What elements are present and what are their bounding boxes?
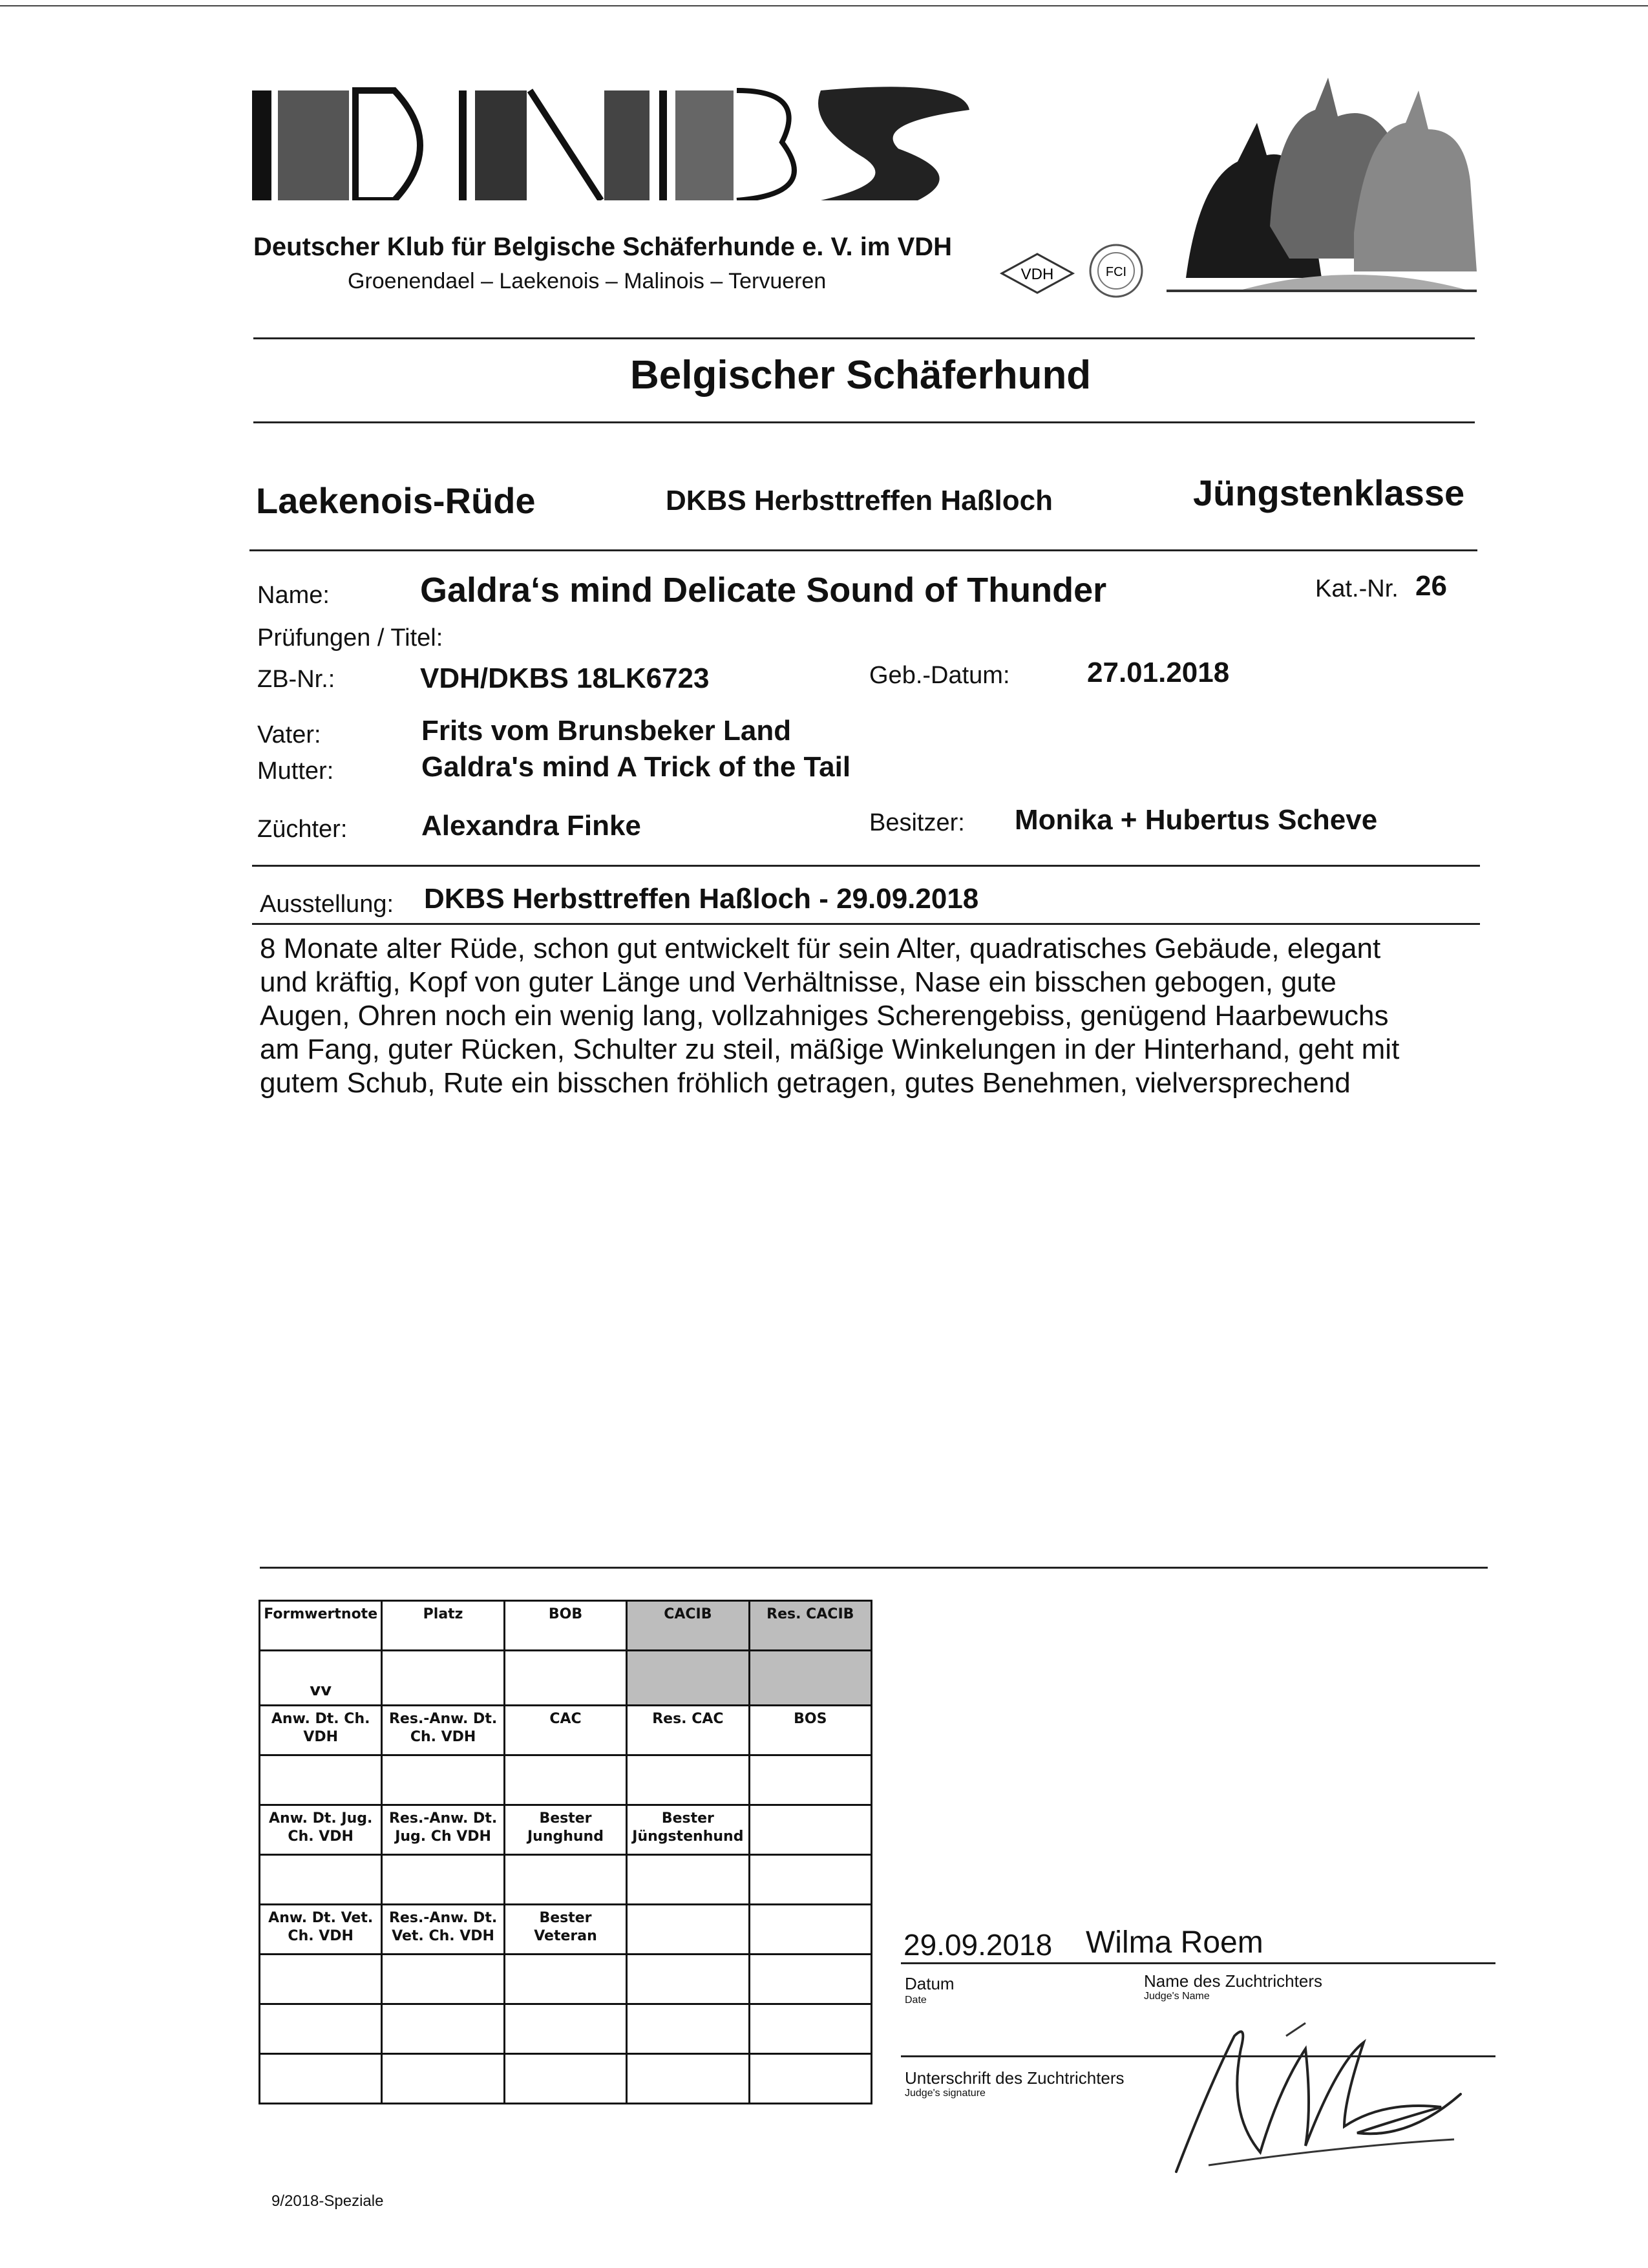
dog-name: Galdra‘s mind Delicate Sound of Thunder <box>420 571 1107 609</box>
critique-line: gutem Schub, Rute ein bisschen fröhlich getragen, gutes Benehmen, vielversprechend <box>260 1067 1351 1099</box>
res-anw-dt-ch-header: Res.-Anw. Dt. Ch. VDH <box>382 1706 504 1755</box>
bos-header: BOS <box>749 1706 871 1755</box>
judge-name: Wilma Roem <box>1086 1925 1263 1960</box>
bob-header: BOB <box>504 1601 626 1651</box>
critique-line: und kräftig, Kopf von guter Länge und Verhältnisse, Nase ein bisschen gebogen, gute <box>260 966 1336 998</box>
grid-row <box>260 1601 872 1651</box>
birth-date: 27.01.2018 <box>1087 657 1230 688</box>
form-code: 9/2018-Speziale <box>271 2192 384 2210</box>
grid-cell <box>504 1955 626 2004</box>
judge-signature <box>1150 2010 1486 2181</box>
sire-label: Vater: <box>257 721 321 748</box>
platz-value <box>382 1651 504 1706</box>
grid-cell <box>749 1855 871 1905</box>
exhibition-rule <box>252 923 1480 925</box>
show-name: DKBS Herbsttreffen Haßloch <box>666 485 1053 516</box>
grid-row <box>260 1955 872 2004</box>
class-rule <box>249 549 1477 551</box>
variety-sex: Laekenois-Rüde <box>256 480 536 521</box>
header-rule-bottom <box>253 421 1475 423</box>
bester-juengstenhund-header: Bester Jüngstenhund <box>627 1805 749 1855</box>
bob-value <box>504 1651 626 1706</box>
grid-row <box>260 1755 872 1805</box>
cac-header: CAC <box>504 1706 626 1755</box>
grid-cell <box>627 1905 749 1955</box>
grid-cell <box>627 1755 749 1805</box>
cacib-header: CACIB <box>627 1601 749 1651</box>
grid-cell <box>260 2004 382 2054</box>
anw-dt-jug-ch-header: Anw. Dt. Jug. Ch. VDH <box>260 1805 382 1855</box>
grid-cell <box>749 1905 871 1955</box>
catalog-number: 26 <box>1415 570 1447 602</box>
date-label: Datum <box>905 1974 955 1993</box>
grid-cell <box>749 2054 871 2104</box>
anw-dt-ch-header: Anw. Dt. Ch. VDH <box>260 1706 382 1755</box>
res-cacib-header: Res. CACIB <box>749 1601 871 1651</box>
zb-label: ZB-Nr.: <box>257 666 335 693</box>
platz-header: Platz <box>382 1601 504 1651</box>
grid-row <box>260 1706 872 1755</box>
critique-line: Augen, Ohren noch ein wenig lang, vollzahniges Scherengebiss, genügend Haarbewuchs <box>260 1000 1389 1032</box>
document-title: Belgischer Schäferhund <box>630 353 1092 397</box>
grid-cell <box>382 1855 504 1905</box>
grid-cell <box>382 2004 504 2054</box>
dogs-illustration <box>1160 65 1483 301</box>
owner-label: Besitzer: <box>869 809 965 836</box>
grid-cell <box>627 2054 749 2104</box>
judge-name-label-en: Judge's Name <box>1144 1991 1210 2002</box>
signature-label-en: Judge's signature <box>905 2088 986 2099</box>
grid-cell <box>382 1755 504 1805</box>
grid-cell <box>504 2054 626 2104</box>
judging-date: 29.09.2018 <box>903 1928 1053 1962</box>
anw-dt-vet-ch-header: Anw. Dt. Vet. Ch. VDH <box>260 1905 382 1955</box>
sire-name: Frits vom Brunsbeker Land <box>421 715 792 747</box>
breeder-name: Alexandra Finke <box>421 810 641 842</box>
scan-edge <box>0 5 1648 6</box>
bester-junghund-header: Bester Junghund <box>504 1805 626 1855</box>
critique-line: 8 Monate alter Rüde, schon gut entwickelt für sein Alter, quadratisches Gebäude, elegant <box>260 933 1381 964</box>
vdh-badge <box>998 251 1076 299</box>
grid-cell <box>504 1855 626 1905</box>
judge-name-label: Name des Zuchtrichters <box>1144 1971 1322 1991</box>
grid-cell <box>504 2004 626 2054</box>
grid-cell <box>260 1955 382 2004</box>
exhibition-label: Ausstellung: <box>260 891 394 918</box>
breeder-label: Züchter: <box>257 816 348 843</box>
grid-row <box>260 2054 872 2104</box>
varieties-line: Groenendael – Laekenois – Malinois – Tervueren <box>348 269 827 293</box>
grid-cell <box>504 1755 626 1805</box>
results-grid <box>259 1600 872 2104</box>
res-cac-header: Res. CAC <box>627 1706 749 1755</box>
res-anw-dt-jug-ch-header: Res.-Anw. Dt. Jug. Ch VDH <box>382 1805 504 1855</box>
fci-badge <box>1087 242 1145 303</box>
svg-text:VDH: VDH <box>1020 266 1054 283</box>
critique-text <box>260 932 1488 1100</box>
svg-text:FCI: FCI <box>1105 265 1127 279</box>
critique-line: am Fang, guter Rücken, Schulter zu steil, mäßige Winkelungen in der Hinterhand, geht mit <box>260 1033 1400 1065</box>
grid-cell <box>260 1755 382 1805</box>
grid-cell <box>627 1855 749 1905</box>
titles-label: Prüfungen / Titel: <box>257 624 443 652</box>
formwertnote-value: vv <box>260 1651 382 1706</box>
signature-label: Unterschrift des Zuchtrichters <box>905 2068 1125 2088</box>
grid-top-rule <box>260 1567 1488 1569</box>
grid-cell <box>749 2004 871 2054</box>
grid-row <box>260 1905 872 1955</box>
owner-name: Monika + Hubertus Scheve <box>1015 804 1378 836</box>
grid-cell <box>749 1805 871 1855</box>
grid-cell <box>627 2004 749 2054</box>
grid-cell <box>749 1955 871 2004</box>
cacib-value <box>627 1651 749 1706</box>
club-name: Deutscher Klub für Belgische Schäferhunde e. V. im VDH <box>253 233 953 261</box>
judge-rule <box>901 1962 1495 1964</box>
grid-row <box>260 1855 872 1905</box>
grid-cell <box>382 2054 504 2104</box>
res-anw-dt-vet-ch-header: Res.-Anw. Dt. Vet. Ch. VDH <box>382 1905 504 1955</box>
exhibition-value: DKBS Herbsttreffen Haßloch - 29.09.2018 <box>424 883 979 915</box>
catalog-label: Kat.-Nr. <box>1315 575 1399 602</box>
dam-label: Mutter: <box>257 758 334 785</box>
grid-cell <box>627 1955 749 2004</box>
grid-row <box>260 2004 872 2054</box>
bester-veteran-header: Bester Veteran <box>504 1905 626 1955</box>
zb-number: VDH/DKBS 18LK6723 <box>420 662 710 694</box>
grid-row <box>260 1805 872 1855</box>
formwertnote-header: Formwertnote <box>260 1601 382 1651</box>
grid-cell <box>260 2054 382 2104</box>
dkbs-logo <box>252 71 976 200</box>
grid-row <box>260 1651 872 1706</box>
details-rule <box>252 865 1480 867</box>
class-name: Jüngstenklasse <box>1193 472 1465 513</box>
grid-cell <box>749 1755 871 1805</box>
dam-name: Galdra's mind A Trick of the Tail <box>421 751 851 783</box>
grid-cell <box>382 1955 504 2004</box>
grid-cell <box>260 1855 382 1905</box>
date-label-en: Date <box>905 1995 927 2006</box>
header-rule-top <box>253 337 1475 339</box>
res-cacib-value <box>749 1651 871 1706</box>
birth-label: Geb.-Datum: <box>869 662 1010 689</box>
name-label: Name: <box>257 582 330 609</box>
